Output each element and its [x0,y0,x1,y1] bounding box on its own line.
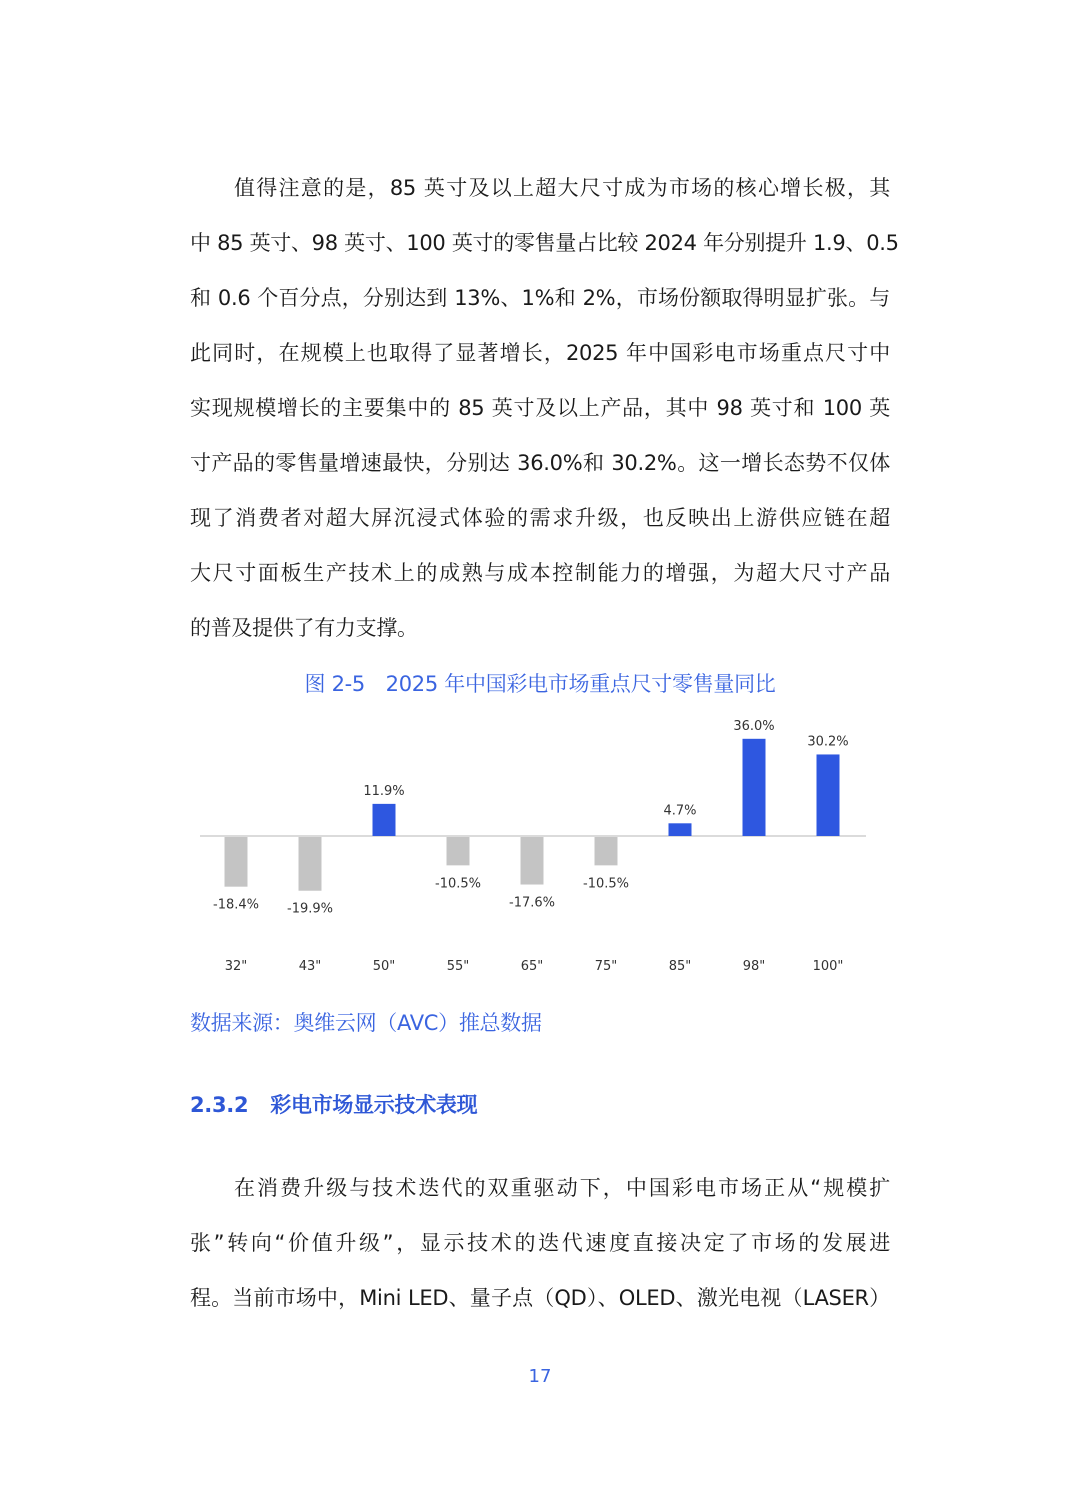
bar-9 [817,754,840,836]
bar-2 [299,837,322,891]
data-label-3: 11.9% [363,783,405,799]
paragraph-line: 的普及提供了有力支撑。 [190,616,418,640]
bar-6 [595,837,618,865]
x-tick-label-8: 98" [742,959,766,974]
figure-title: 图 2-5 2025 年中国彩电市场重点尺寸零售量同比 [304,672,776,696]
bar-8 [743,739,766,836]
body-paragraph-2 [190,1173,890,1313]
x-tick-label-4: 55" [446,959,470,974]
paragraph-line: 大尺寸面板生产技术上的成熟与成本控制能力的增强，为超大尺寸产品 [190,561,890,585]
data-label-6: -10.5% [583,876,629,892]
data-label-1: -18.4% [213,897,259,913]
x-tick-label-5: 65" [520,959,544,974]
data-label-7: 4.7% [663,803,697,819]
data-label-5: -17.6% [509,895,555,911]
paragraph-line: 中 85 英寸、98 英寸、100 英寸的零售量占比较 2024 年分别提升 1.9、0.5 [190,231,899,255]
bar-3 [373,804,396,836]
data-label-2: -19.9% [287,901,333,917]
paragraph-line: 寸产品的零售量增速最快，分别达 36.0%和 30.2%。这一增长态势不仅体 [190,451,890,475]
paragraph-line: 张”转向“价值升级”，显示技术的迭代速度直接决定了市场的发展进 [190,1231,890,1255]
x-tick-label-2: 43" [298,959,322,974]
bar-7 [669,823,692,836]
x-tick-label-1: 32" [224,959,248,974]
data-label-4: -10.5% [435,876,481,892]
bar-4 [447,837,470,865]
section-heading [190,1089,477,1121]
x-tick-label-6: 75" [594,959,618,974]
bar-1 [225,837,248,887]
x-tick-label-7: 85" [668,959,692,974]
data-label-8: 36.0% [733,718,775,734]
section-title: 彩电市场显示技术表现 [270,1093,478,1117]
x-tick-label-9: 100" [812,959,844,974]
bar-5 [521,837,544,885]
paragraph-line: 值得注意的是，85 英寸及以上超大尺寸成为市场的核心增长极，其 [234,176,890,200]
bar-chart [190,705,890,985]
figure-source: 数据来源：奥维云网（AVC）推总数据 [190,1011,542,1035]
paragraph-line: 此同时，在规模上也取得了显著增长，2025 年中国彩电市场重点尺寸中 [190,341,890,365]
paragraph-line: 和 0.6 个百分点，分别达到 13%、1%和 2%，市场份额取得明显扩张。与 [190,286,890,310]
body-paragraph-1 [190,173,899,653]
paragraph-line: 程。当前市场中，Mini LED、量子点（QD）、OLED、激光电视（LASER） [190,1286,890,1310]
paragraph-line: 实现规模增长的主要集中的 85 英寸及以上产品，其中 98 英寸和 100 英 [190,396,890,420]
paragraph-line: 现了消费者对超大屏沉浸式体验的需求升级，也反映出上游供应链在超 [190,506,890,530]
section-number: 2.3.2 [190,1093,249,1117]
x-tick-label-3: 50" [372,959,396,974]
page-number: 17 [528,1366,552,1387]
paragraph-line: 在消费升级与技术迭代的双重驱动下，中国彩电市场正从“规模扩 [234,1176,890,1200]
data-label-9: 30.2% [807,734,849,750]
